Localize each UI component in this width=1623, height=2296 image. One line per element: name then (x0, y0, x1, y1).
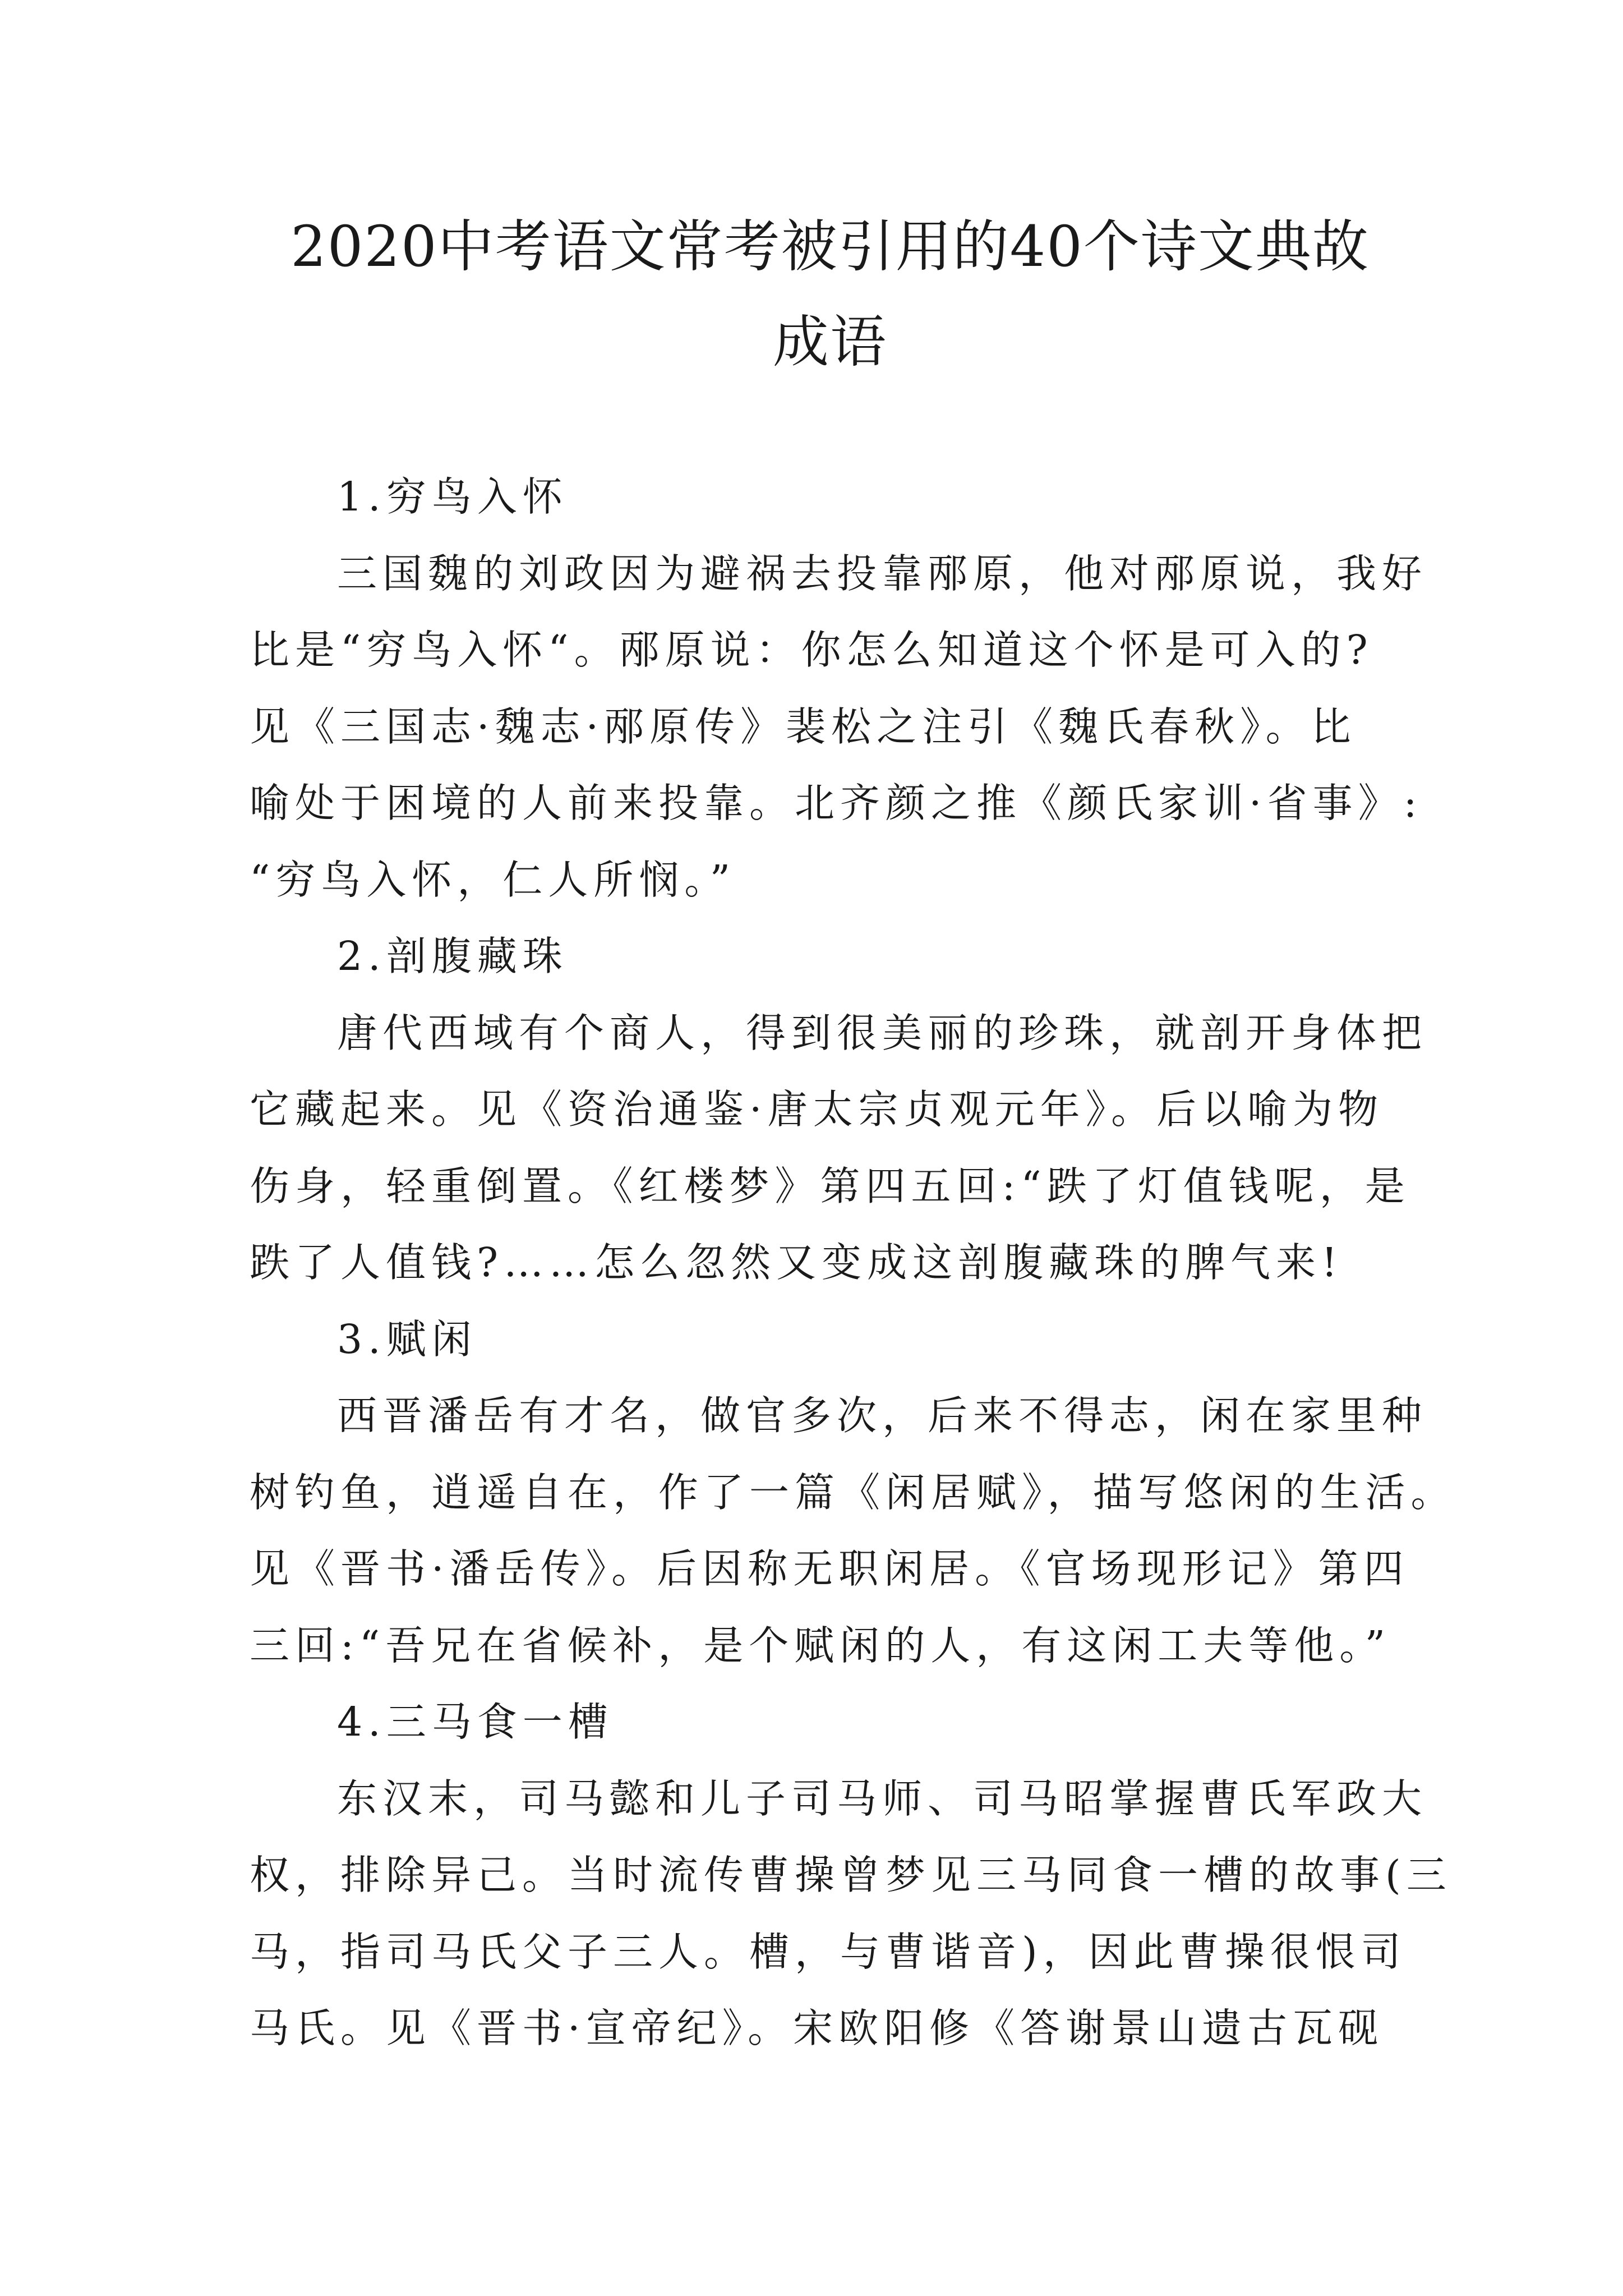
paragraph-line: 它藏起来。见《资治通鉴·唐太宗贞观元年》。后以喻为物 (250, 1086, 1384, 1133)
paragraph-line: 东汉末，司马懿和儿子司马师、司马昭掌握曹氏军政大 (337, 1775, 1428, 1822)
section-heading: 2.剖腹藏珠 (337, 933, 568, 979)
paragraph-line: 比是“穷鸟入怀“。邴原说：你怎么知道这个怀是可入的? (250, 627, 1373, 673)
paragraph-line: 跌了人值钱?……怎么忽然又变成这剖腹藏珠的脾气来! (250, 1239, 1343, 1286)
paragraph-line: 权，排除异己。当时流传曹操曾梦见三马同食一槽的故事(三 (250, 1852, 1452, 1898)
document-body (250, 459, 1456, 2067)
paragraph-line: 西晋潘岳有才名，做官多次，后来不得志，闲在家里种 (337, 1392, 1428, 1439)
section-1 (250, 459, 1428, 918)
paragraph-line: 马氏。见《晋书·宣帝纪》。宋欧阳修《答谢景山遗古瓦砚 (250, 2005, 1384, 2051)
paragraph-line: 伤身，轻重倒置。《红楼梦》第四五回:“跌了灯值钱呢，是 (250, 1162, 1410, 1209)
paragraph-line: 唐代西域有个商人，得到很美丽的珍珠，就剖开身体把 (337, 1009, 1428, 1056)
paragraph-line: 三国魏的刘政因为避祸去投靠邴原，他对邴原说，我好 (337, 550, 1428, 597)
paragraph-line: 树钓鱼，逍遥自在，作了一篇《闲居赋》，描写悠闲的生活。 (250, 1469, 1456, 1516)
paragraph-line: 见《三国志·魏志·邴原传》裴松之注引《魏氏春秋》。比 (250, 703, 1357, 750)
paragraph-line: “穷鸟入怀，仁人所悯。” (250, 856, 736, 903)
section-heading: 1.穷鸟入怀 (337, 473, 568, 520)
paragraph-line: 马，指司马氏父子三人。槽，与曹谐音)，因此曹操很恨司 (250, 1928, 1407, 1975)
document-title (247, 199, 1413, 390)
section-heading: 3.赋闲 (337, 1315, 477, 1363)
title-line: 成语 (773, 309, 887, 375)
section-heading: 4.三马食一槽 (337, 1699, 614, 1745)
paragraph-line: 三回:“吾兄在省候补，是个赋闲的人，有这闲工夫等他。” (250, 1622, 1391, 1669)
paragraph-line: 喻处于困境的人前来投靠。北齐颜之推《颜氏家训·省事》: (250, 780, 1423, 826)
section-4 (250, 1684, 1452, 2067)
paragraph-line: 见《晋书·潘岳传》。后因称无职闲居。《官场现形记》第四 (250, 1545, 1409, 1592)
title-line: 2020中考语文常考被引用的40个诗文典故 (291, 214, 1370, 279)
section-3 (250, 1301, 1456, 1685)
section-2 (250, 918, 1428, 1301)
